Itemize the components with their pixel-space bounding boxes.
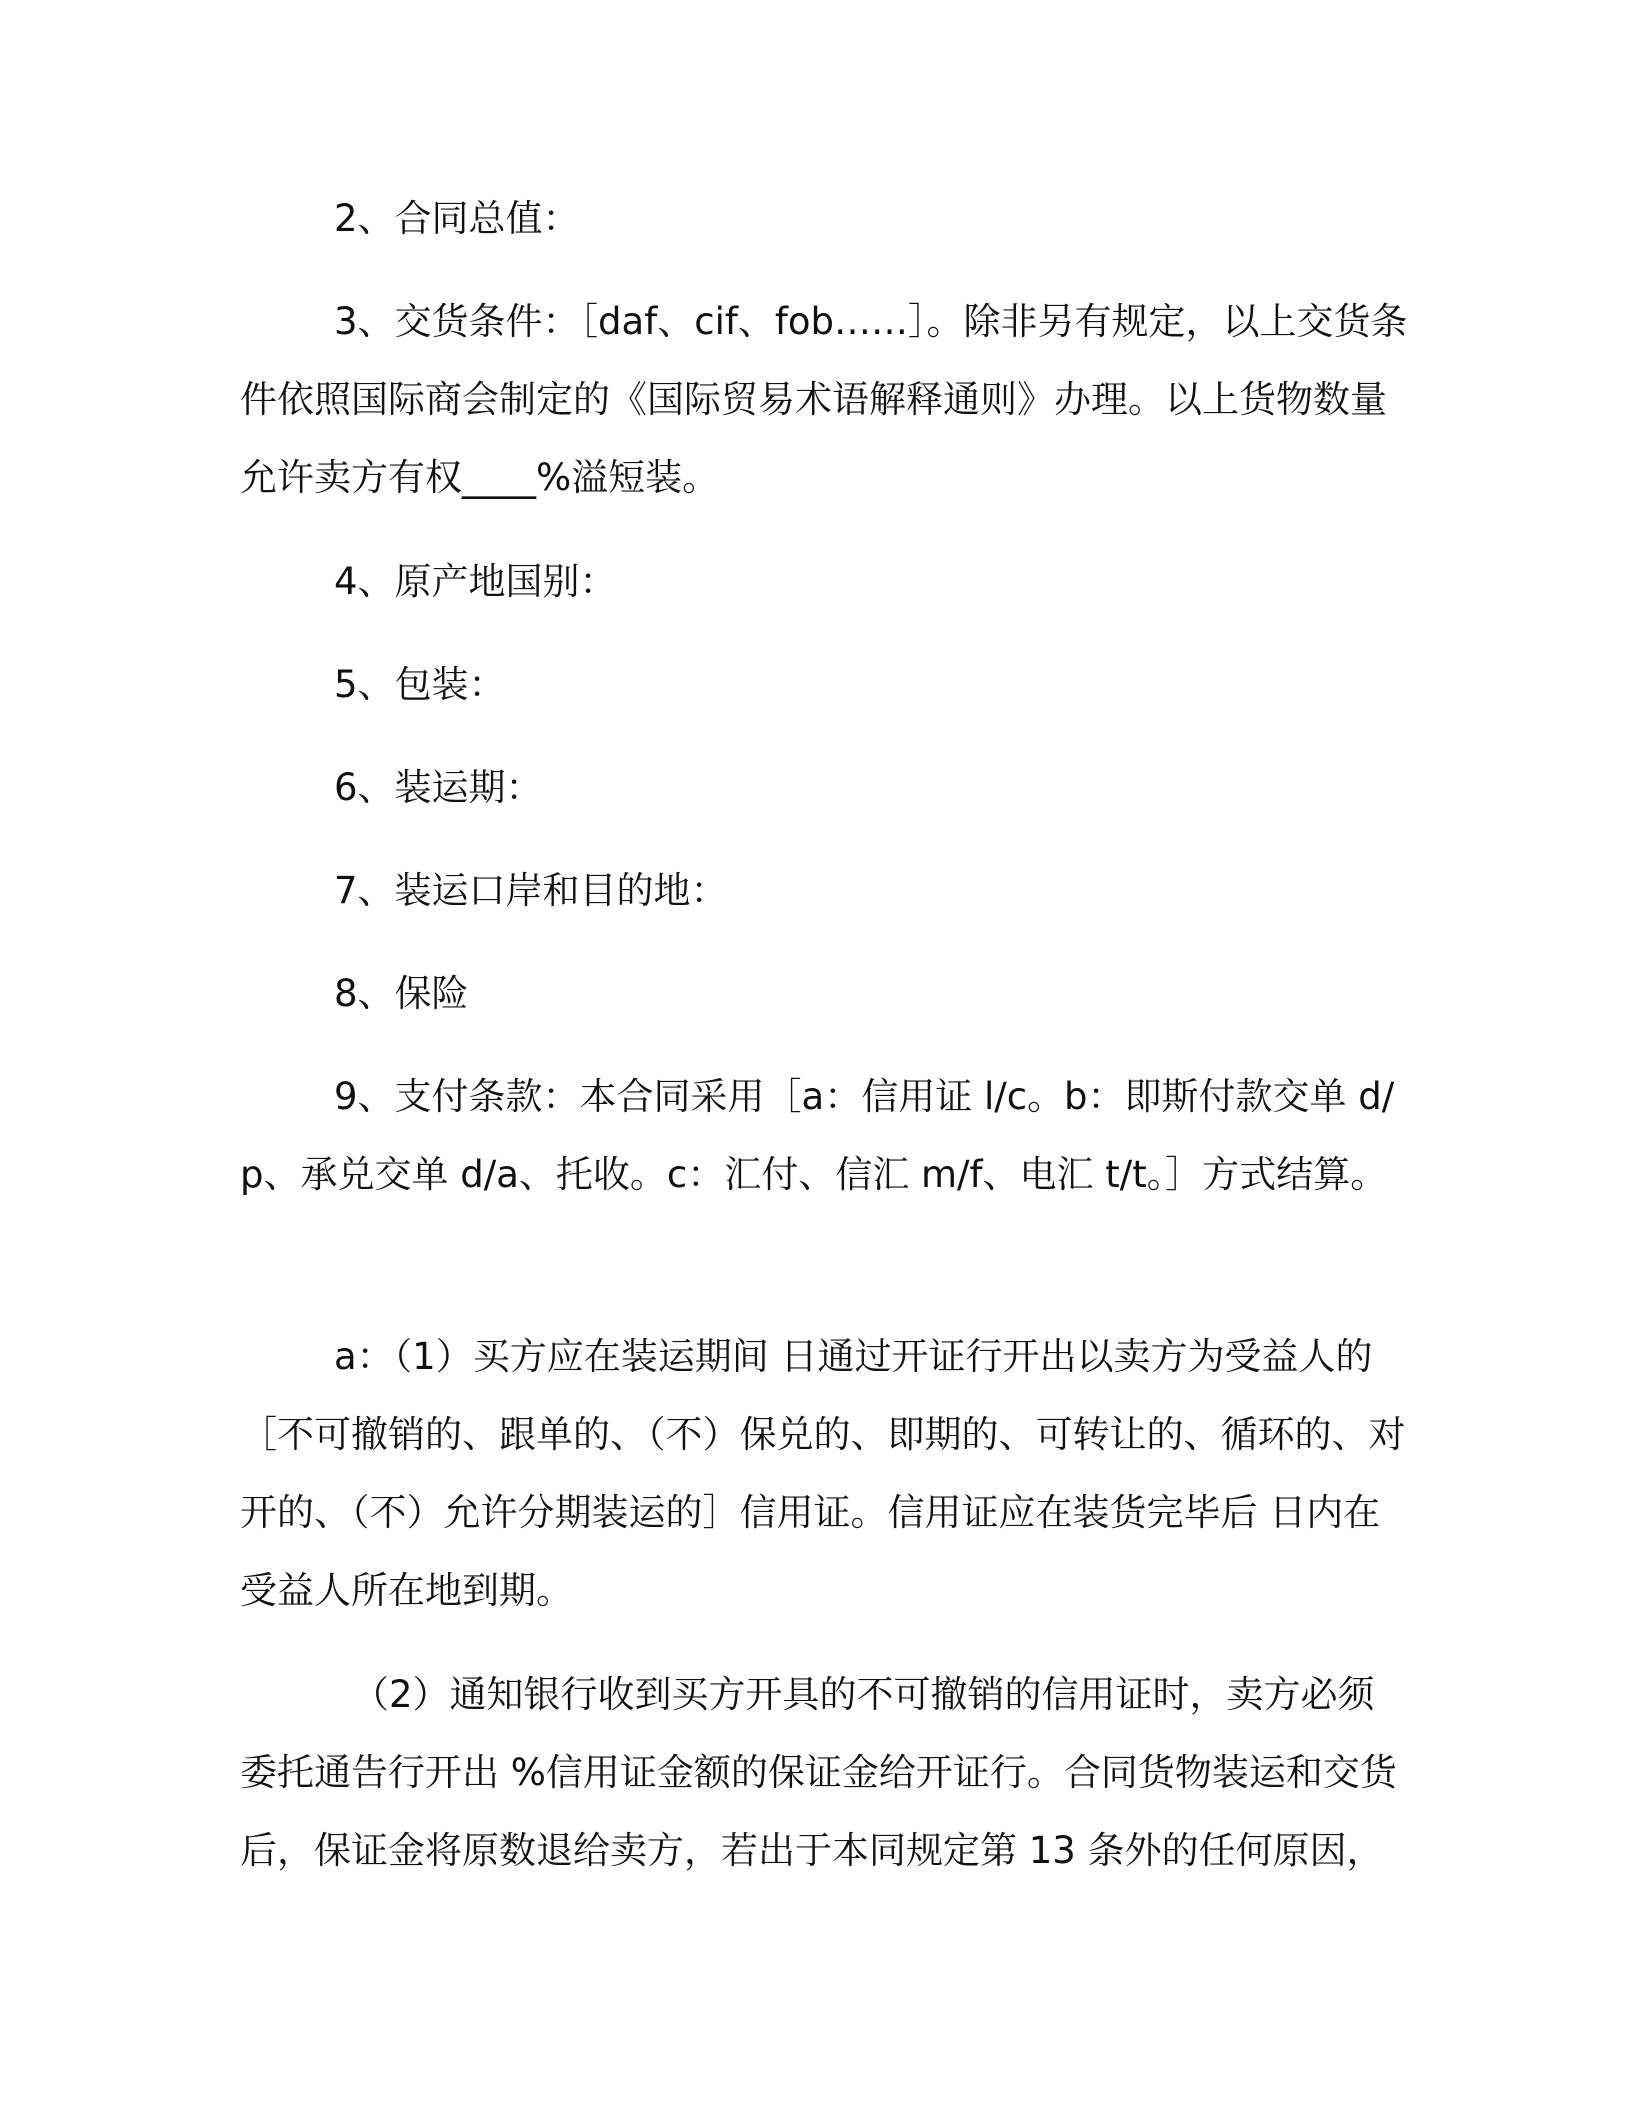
clause-7-ports: 7、装运口岸和目的地： (334, 869, 728, 912)
clause-2-total-value: 2、合同总值： (334, 197, 580, 240)
clause-9a-letter-of-credit: a：（1）买方应在装运期间 日通过开证行开出以卖方为受益人的［不可撤销的、跟单的、（不）保兑的、即期的、可转让的、循环的、对开的、（不）允许分期装运的］信用证。信用证应在装货完毕后 日内在受益人所在地到期。 (240, 1335, 1406, 1612)
clause-3-delivery-terms: 3、交货条件：［daf、cif、fob……］。除非另有规定，以上交货条件依照国际商会制定的《国际贸易术语解释通则》办理。以上货物数量允许卖方有权____%溢短装。 (240, 300, 1408, 499)
clause-9-payment-terms: 9、支付条款：本合同采用［a：信用证 l/c。b：即斯付款交单 d/p、承兑交单 d/a、托收。c：汇付、信汇 m/f、电汇 t/t。］方式结算。 (240, 1075, 1395, 1196)
clause-9a-2-deposit: （2）通知银行收到买方开具的不可撤销的信用证时，卖方必须委托通告行开出 %信用证金额的保证金给开证行。合同货物装运和交货后，保证金将原数退给卖方，若出于本同规定第 13 条外的任何原因， (240, 1673, 1397, 1872)
clause-6-shipment-date: 6、装运期： (334, 766, 543, 809)
clause-8-insurance: 8、保险 (334, 972, 469, 1015)
clause-5-packing: 5、包装： (334, 663, 506, 706)
clause-4-country-of-origin: 4、原产地国别： (334, 560, 617, 603)
